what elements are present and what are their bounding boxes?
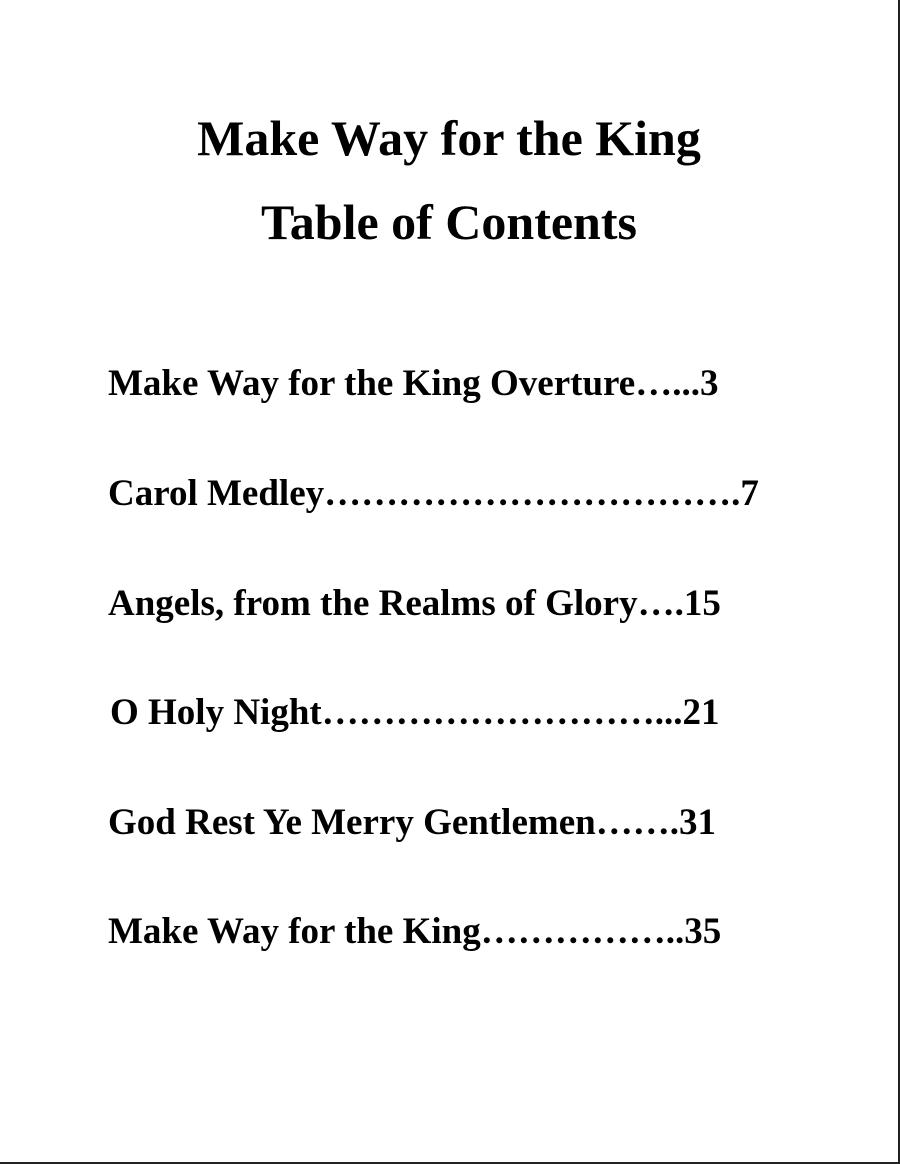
- page-subtitle: Table of Contents: [261, 194, 637, 250]
- page-title: Make Way for the King: [197, 110, 701, 166]
- toc-entry: Angels, from the Realms of Glory….15: [108, 583, 721, 624]
- toc-entry: Carol Medley…………………………….7: [108, 473, 759, 514]
- toc-entry: Make Way for the King Overture…...3: [108, 363, 719, 404]
- toc-entry: O Holy Night………………………...21: [110, 692, 720, 733]
- toc-entry: God Rest Ye Merry Gentlemen…….31: [108, 802, 716, 843]
- toc-entry: Make Way for the King……………..35: [108, 911, 722, 952]
